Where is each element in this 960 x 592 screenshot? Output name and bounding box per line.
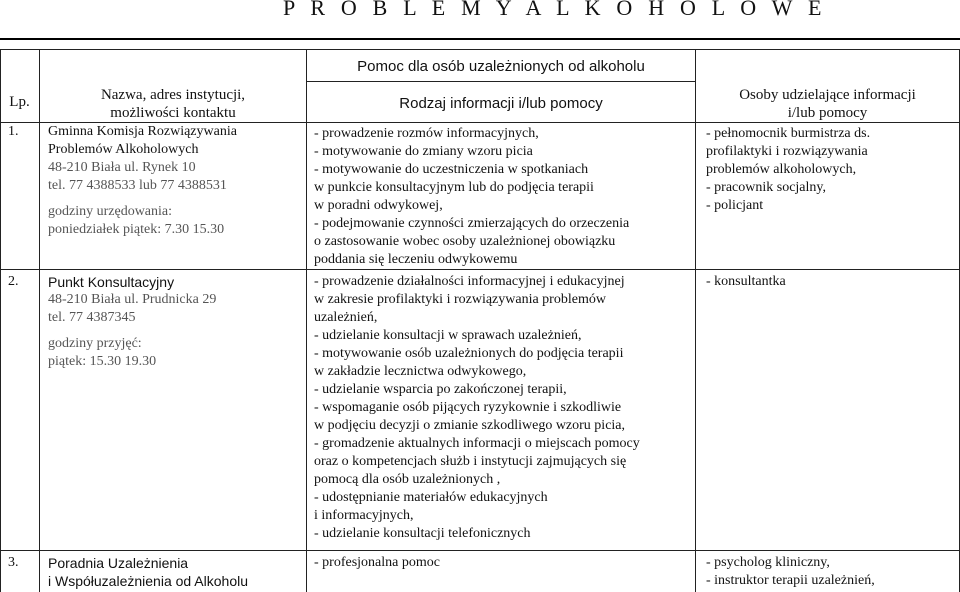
person-line: - pełnomocnik burmistrza ds. [706, 126, 871, 141]
institution-name-line: Punkt Konsultacyjny [48, 274, 175, 290]
institution-hours-line: godziny urzędowania: [48, 204, 173, 219]
row1-persons [706, 125, 958, 215]
info-line: - motywowanie osób uzależnionych do podjęcia terapii [314, 346, 624, 361]
row1-info [314, 125, 694, 269]
info-line: w podjęciu decyzji o zmianie szkodliwego wzoru picia, [314, 418, 626, 433]
institution-address-line: 48-210 Biała ul. Rynek 10 [48, 160, 196, 175]
info-line: oraz o kompetencjach służb i instytucji zajmujących się [314, 454, 627, 469]
table-border-top [0, 49, 960, 50]
institution-name-line: Poradnia Uzależnienia [48, 555, 189, 571]
info-line: uzależnień, [314, 310, 378, 325]
info-line: - udzielanie wsparcia po zakończonej terapii, [314, 382, 567, 397]
person-line: problemów alkoholowych, [706, 162, 857, 177]
title-underline [0, 38, 960, 40]
row2-institution [48, 273, 306, 371]
row2-persons [706, 273, 958, 291]
header-lp: Lp. [9, 94, 30, 110]
header-name-line: możliwości kontaktu [110, 105, 236, 121]
institution-name-line: Gminna Komisja Rozwiązywania [48, 124, 237, 139]
info-line: - udostępnianie materiałów edukacyjnych [314, 490, 548, 505]
person-line: - policjant [706, 198, 764, 213]
col-divider-info [695, 49, 696, 592]
person-line: - pracownik socjalny, [706, 180, 826, 195]
info-line: - prowadzenie działalności informacyjnej i edukacyjnej [314, 274, 625, 289]
row-divider-1 [0, 269, 960, 270]
person-line: profilaktyki i rozwiązywania [706, 144, 868, 159]
info-line: - udzielanie konsultacji w sprawach uzależnień, [314, 328, 582, 343]
institution-address-line: tel. 77 4388533 lub 77 4388531 [48, 178, 227, 193]
info-line: - profesjonalna pomoc [314, 555, 440, 570]
alcohol-help-table [0, 49, 960, 592]
header-persons-line: i/lub pomocy [787, 105, 868, 121]
info-line: pomocą dla osób uzależnionych , [314, 472, 501, 487]
info-line: w poradni odwykowej, [314, 198, 443, 213]
row2-lp: 2. [8, 274, 19, 289]
page-title: P R O B L E M Y A L K O H O L O W E [283, 0, 827, 20]
row-divider-2 [0, 550, 960, 551]
institution-address-line: 48-210 Biała ul. Prudnicka 29 [48, 292, 217, 307]
info-line: - gromadzenie aktualnych informacji o miejscach pomocy [314, 436, 640, 451]
info-line: - prowadzenie rozmów informacyjnych, [314, 126, 539, 141]
info-line: i informacyjnych, [314, 508, 414, 523]
header-name-line: Nazwa, adres instytucji, [100, 87, 246, 103]
col-divider-lp [39, 49, 40, 592]
info-line: - motywowanie do uczestniczenia w spotkaniach [314, 162, 589, 177]
header-name [40, 86, 306, 122]
row2-info [314, 273, 694, 543]
info-line: - wspomaganie osób pijących ryzykownie i szkodliwie [314, 400, 622, 415]
header-info: Rodzaj informacji i/lub pomocy [399, 95, 603, 112]
info-line: - motywowanie do zmiany wzoru picia [314, 144, 533, 159]
row3-persons [706, 554, 958, 590]
row1-institution [48, 123, 306, 239]
row1-lp: 1. [8, 124, 19, 139]
col-divider-name [306, 49, 307, 592]
info-line: o zastosowanie wobec osoby uzależnionej obowiązku [314, 234, 616, 249]
info-line: w punkcie konsultacyjnym lub do podjęcia terapii [314, 180, 594, 195]
person-line: - konsultantka [706, 274, 786, 289]
row3-institution [48, 554, 306, 590]
info-line: - udzielanie konsultacji telefonicznych [314, 526, 531, 541]
header-persons-line: Osoby udzielające informacji [739, 87, 916, 103]
info-line: w zakresie profilaktyki i rozwiązywania problemów [314, 292, 606, 307]
spanning-header-divider [306, 81, 695, 82]
row3-info [314, 554, 694, 572]
info-line: w zakładzie lecznictwa odwykowego, [314, 364, 527, 379]
institution-name-line: Problemów Alkoholowych [48, 142, 199, 157]
person-line: - psycholog kliniczny, [706, 555, 830, 570]
spanning-header: Pomoc dla osób uzależnionych od alkoholu [357, 58, 645, 75]
row3-lp: 3. [8, 555, 19, 570]
institution-hours-line: godziny przyjęć: [48, 336, 142, 351]
person-line: - instruktor terapii uzależnień, [706, 573, 875, 588]
table-border-left [0, 49, 1, 592]
institution-address-line: tel. 77 4387345 [48, 310, 136, 325]
institution-hours-line: poniedziałek piątek: 7.30 15.30 [48, 222, 225, 237]
header-persons [696, 86, 959, 122]
institution-hours-line: piątek: 15.30 19.30 [48, 354, 157, 369]
info-line: - podejmowanie czynności zmierzających do orzeczenia [314, 216, 630, 231]
institution-name-line: i Współuzależnienia od Alkoholu [48, 573, 249, 589]
info-line: poddania się leczeniu odwykowemu [314, 252, 518, 267]
